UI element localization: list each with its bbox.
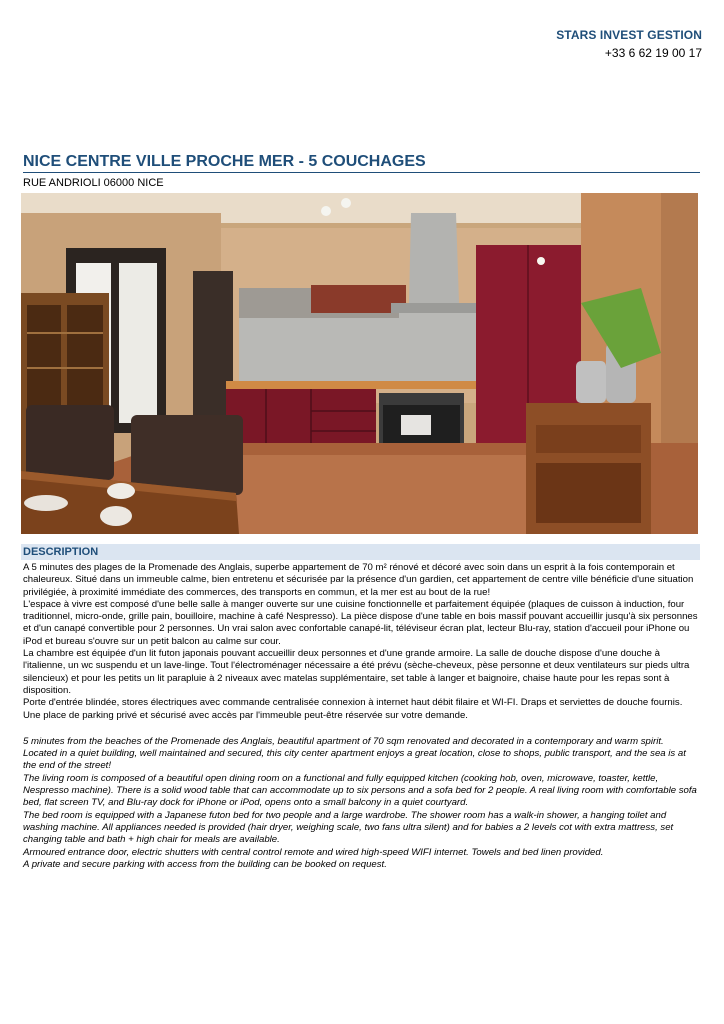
description-en-paragraph: A private and secure parking with access from the building can be booked on request.	[23, 858, 387, 870]
description-heading: DESCRIPTION	[21, 544, 700, 560]
description-en-paragraph: The living room is composed of a beautiful open dining room on a functional and fully equipped kitchen (cooking hob, oven, microwave, toaster, kettle, Nespresso machine). There is a solid wood table that can accommodate up to six persons and a sofa bed for 2 people. A real living room with comfortable sofa bed, flat screen TV, and Blu-ray dock for iPhone or iPod, opens onto a small balcony in a quiet courtyard.	[23, 772, 697, 809]
description-fr-paragraph: Une place de parking privé et sécurisé avec accès par l'immeuble peut-être réservée sur votre demande.	[23, 709, 468, 721]
description-en-paragraph: The bed room is equipped with a Japanese futon bed for two people and a large wardrobe. The shower room has a walk-in shower, a hanging toilet and washing machine. All appliances needed is provided (hair dryer, weighing scale, two fans ultra silent) and for babies a 2 levels cot with extra mattress, set changing table and bath + high chair for meals are available.	[23, 809, 674, 846]
description-fr-paragraph: L'espace à vivre est composé d'une belle salle à manger ouverte sur une cuisine fonctionnelle et parfaitement équipée (plaques de cuisson à induction, four traditionnel, micro-onde, grille pain, bouilloire, machine à café Nespresso). La pièce dispose d'une table en bois massif pouvant accueillir jusqu'à six personnes et d'un canapé convertible pour 2 personnes. Un vrai salon avec confortable canapé-lit, téléviseur écran plat, lecteur Blu-ray, station d'accueil pour iPhone ou iPod et bureau s'ouvre sur un petit balcon au calme sur cour.	[23, 598, 698, 647]
listing-title: NICE CENTRE VILLE PROCHE MER - 5 COUCHAGES	[23, 153, 700, 173]
agency-phone: +33 6 62 19 00 17	[604, 46, 702, 60]
listing-address: RUE ANDRIOLI 06000 NICE	[23, 177, 164, 189]
description-en-paragraph: Armoured entrance door, electric shutters with central control remote and wired high-speed WIFI internet. Towels and bed linen provided.	[23, 846, 604, 858]
agency-contact	[556, 28, 702, 60]
description-body	[23, 562, 699, 871]
description-fr-paragraph: A 5 minutes des plages de la Promenade des Anglais, superbe appartement de 70 m² rénové et décoré avec soin dans un esprit à la fois contemporain et chaleureux. Situé dans un immeuble calme, bien entretenu et sécurisée par la présence d'un gardien, cet appartement de centre ville bénéficie d'une situation privilégiée, à proximité immédiate des commerces, des transports en commun, et la mer est au bout de la rue!	[23, 562, 694, 598]
agency-name: STARS INVEST GESTION	[556, 28, 702, 42]
apartment-photo	[21, 193, 698, 534]
description-fr-paragraph: Porte d'entrée blindée, stores électriques avec commande centralisée connexion à internet haut débit filaire et WI-FI. Draps et serviettes de douche fournis.	[23, 697, 683, 709]
kitchen-photo-illustration	[21, 193, 698, 534]
description-fr-paragraph: La chambre est équipée d'un lit futon japonais pouvant accueillir deux personnes et d'une grande armoire. La salle de douche dispose d'une douche à l'italienne, un wc suspendu et un lave-linge. Tout l'électroménager nécessaire a été prévu (sèche-cheveux, pèse personne et deux ventilateurs sur pieds ultra silencieux) et pour les petits un lit parapluie à 2 niveaux avec matelas supplémentaire, set table à langer et baignoire, chaise haute pour les repas sont à disposition.	[23, 648, 690, 696]
description-en-paragraph: 5 minutes from the beaches of the Promenade des Anglais, beautiful apartment of 70 sqm renovated and decorated in a contemporary and warm spirit. Located in a quiet building, well maintained and secured, this city center apartment enjoys a great location, close to shops, public transport, and the sea is at the end of the street!	[23, 735, 686, 772]
